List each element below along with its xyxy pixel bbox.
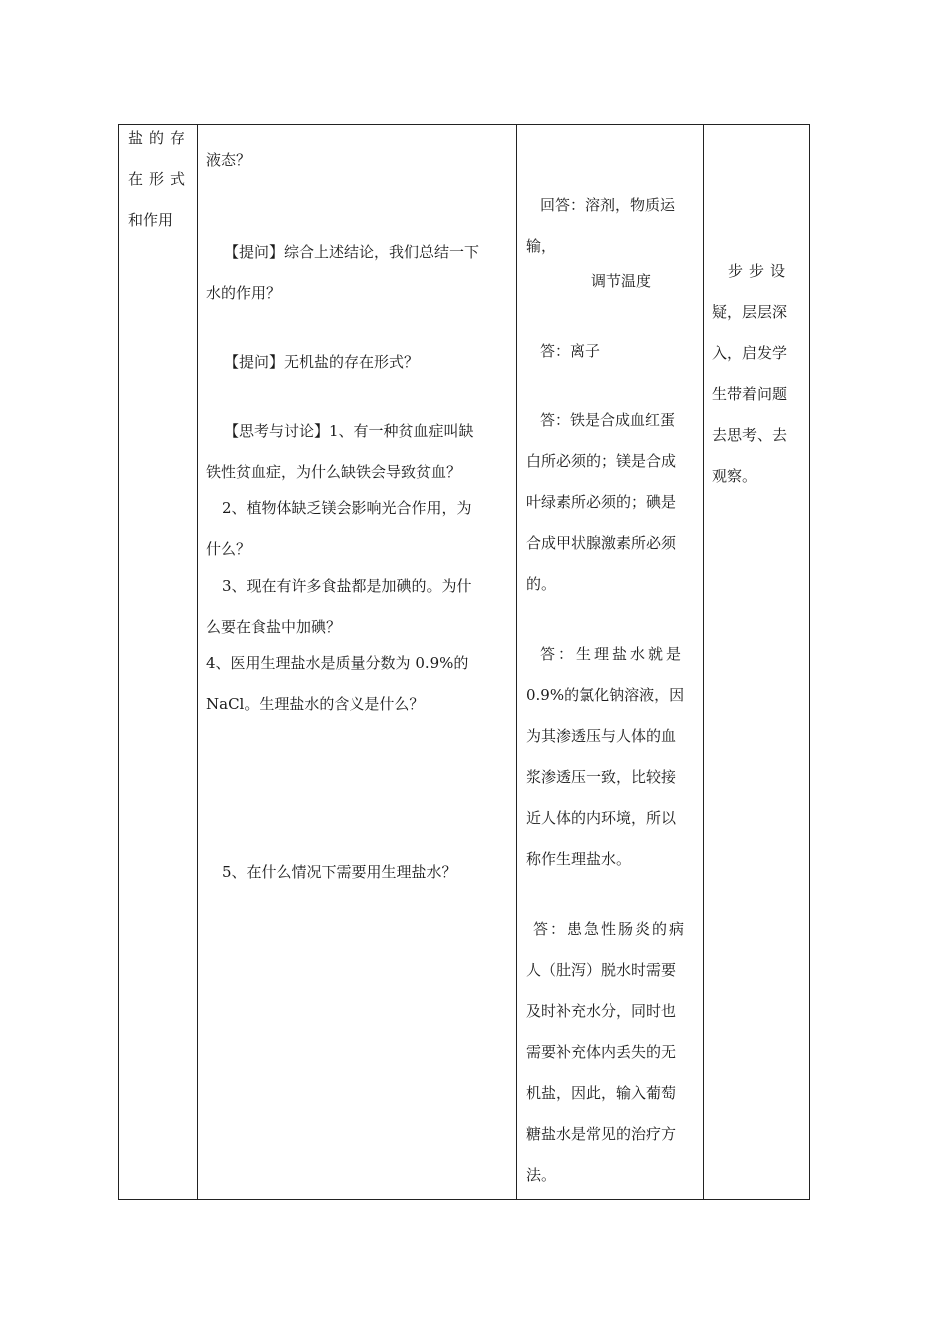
answer-line: 0.9%的氯化钠溶液，因 [526,686,685,704]
intent-line: 去思考、去 [712,426,788,444]
answer-line: 法。 [526,1166,557,1184]
answer-line: 回答：溶剂，物质运 [540,196,676,214]
activity-line: 液态？ [206,151,252,169]
activity-line: 2、植物体缺乏镁会影响光合作用，为 [222,499,472,517]
activity-line: 【提问】综合上述结论，我们总结一下 [224,243,480,261]
answer-line: 合成甲状腺激素所必须 [526,534,677,552]
column-divider-3 [703,125,704,1199]
activity-line: 4、医用生理盐水是质量分数为 0.9%的 [206,654,469,672]
answer-line: 近人体的内环境，所以 [526,809,677,827]
answer-line: 糖盐水是常见的治疗方 [526,1125,677,1143]
answer-line: 人（肚泻）脱水时需要 [526,961,677,979]
answer-line: 白所必须的；镁是合成 [526,452,677,470]
activity-line: 【提问】无机盐的存在形式？ [224,353,420,371]
answer-line: 答：离子 [540,342,601,360]
activity-line: 水的作用？ [206,284,282,302]
answer-line: 调节温度 [591,272,652,290]
answer-line: 答：患急性肠炎的病 [533,920,687,938]
topic-line: 在形式 [128,170,192,188]
answer-line: 称作生理盐水。 [526,850,632,868]
answer-line: 输， [526,237,557,255]
answer-line: 需要补充体内丢失的无 [526,1043,677,1061]
activity-line: NaCl。生理盐水的含义是什么？ [206,695,425,713]
intent-line: 观察。 [712,467,758,485]
topic-line: 盐的存 [128,129,192,147]
activity-line: 铁性贫血症，为什么缺铁会导致贫血？ [206,463,462,481]
answer-line: 为其渗透压与人体的血 [526,727,677,745]
intent-line: 疑，层层深 [712,303,788,321]
answer-line: 答：铁是合成血红蛋 [540,411,676,429]
answer-line: 的。 [526,575,557,593]
activity-line: 【思考与讨论】1、有一种贫血症叫缺 [224,422,474,440]
activity-line: 3、现在有许多食盐都是加碘的。为什 [222,577,472,595]
topic-line: 和作用 [128,211,174,229]
answer-line: 机盐，因此，输入葡萄 [526,1084,677,1102]
intent-line: 入，启发学 [712,344,788,362]
activity-line: 5、在什么情况下需要用生理盐水？ [222,863,457,881]
intent-line: 生带着问题 [712,385,788,403]
answer-line: 答：生理盐水就是 [540,645,685,663]
answer-line: 及时补充水分，同时也 [526,1002,677,1020]
answer-line: 浆渗透压一致，比较接 [526,768,677,786]
activity-line: 什么？ [206,540,252,558]
column-divider-1 [197,125,198,1199]
answer-line: 叶绿素所必须的；碘是 [526,493,677,511]
column-divider-2 [516,125,517,1199]
intent-line: 步步设 [728,262,792,280]
activity-line: 么要在食盐中加碘？ [206,618,342,636]
